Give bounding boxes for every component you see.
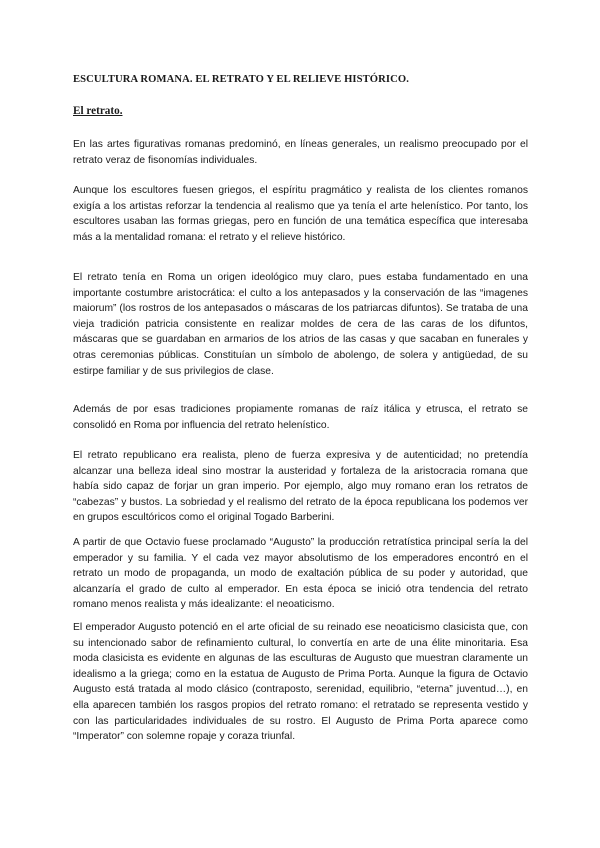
- document-title: ESCULTURA ROMANA. EL RETRATO Y EL RELIEVE HISTÓRICO.: [73, 74, 409, 85]
- paragraph-2: Aunque los escultores fuesen griegos, el espíritu pragmático y realista de los clientes romanos exigía a los artistas reforzar la tendencia al realismo que ya tenía el arte helenístico. Por tanto, los escultores usaban las formas griegas, pero en función de una temática específica que interesaba más a la mentalidad romana: el retrato y el relieve histórico.: [73, 185, 528, 243]
- paragraph-7: El emperador Augusto potenció en el arte oficial de su reinado ese neoaticismo clasicista que, con su intencionado sabor de refinamiento cultural, lo convertía en arte de una élite minoritaria. Esa moda clasicista es evidente en algunas de las esculturas de Augusto que muestran claramente un idealismo a la griega; como en la estatua de Augusto de Prima Porta. Aunque la figura de Octavio Augusto está tratada al modo clásico (contraposto, serenidad, equilibrio, “eterna” juventud…), en ella aparecen también los rasgos propios del retrato romano: el retratado se representa vestido y con las particularidades individuales de su rostro. El Augusto de Prima Porta aparece como “Imperator” con solemne ropaje y coraza triunfal.: [73, 622, 528, 743]
- paragraph-1: En las artes figurativas romanas predominó, en líneas generales, un realismo preocupado por el retrato veraz de fisonomías individuales.: [73, 139, 528, 166]
- paragraph-6: A partir de que Octavio fuese proclamado “Augusto” la producción retratística principal sería la del emperador y su familia. Y el cada vez mayor absolutismo de los emperadores encontró en el retrato un modo de propaganda, un modo de exaltación pública de su poder y autoridad, que alcanzaría el grado de culto al emperador. En esta época se inició otra tendencia del retrato romano menos realista y más idealizante: el neoaticismo.: [73, 537, 528, 611]
- paragraph-5: El retrato republicano era realista, pleno de fuerza expresiva y de autenticidad; no pretendía alcanzar una belleza ideal sino mostrar la austeridad y fortaleza de la aristocracia romana que había sido capaz de forjar un gran imperio. Por ejemplo, algo muy romano eran los retratos de “cabezas” y bustos. La sobriedad y el realismo del retrato de la época republicana los podemos ver en grupos escultóricos como el original Togado Barberini.: [73, 450, 528, 524]
- paragraph-4: Además de por esas tradiciones propiamente romanas de raíz itálica y etrusca, el retrato se consolidó en Roma por influencia del retrato helenístico.: [73, 404, 528, 431]
- section-heading: El retrato.: [73, 105, 123, 117]
- paragraph-3: El retrato tenía en Roma un origen ideológico muy claro, pues estaba fundamentado en una importante costumbre aristocrática: el culto a los antepasados y la conservación de las “imagenes maiorum” (los rostros de los antepasados o máscaras de los patriarcas difuntos). Se trataba de una vieja tradición patricia consistente en realizar moldes de cera de las caras de los difuntos, máscaras que se guardaban en armarios de los atrios de las casas y que sacaban en funerales y otras ceremonias públicas. Constituían un símbolo de abolengo, de solera y antigüedad, de su estirpe familiar y de sus privilegios de clase.: [73, 272, 528, 377]
